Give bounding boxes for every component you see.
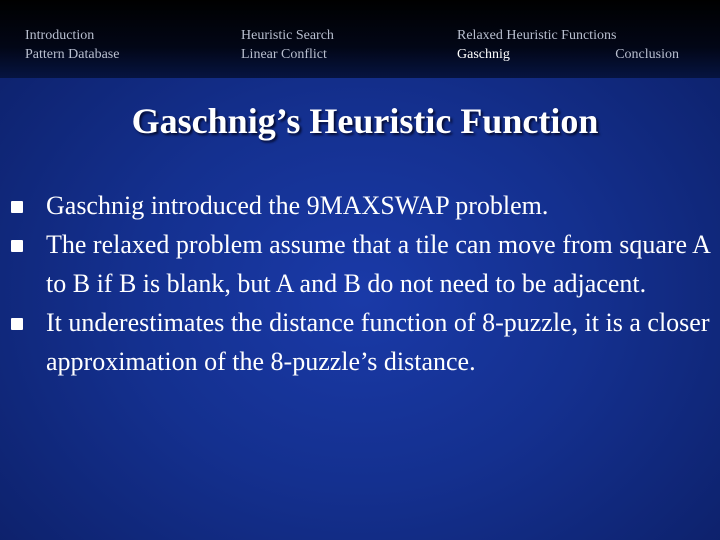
slide-title: Gaschnig’s Heuristic Function	[131, 101, 599, 141]
nav-column-1	[25, 26, 119, 64]
nav-column-3	[457, 26, 679, 64]
nav-link-conclusion[interactable]: Conclusion	[615, 47, 679, 62]
bullet-item-2	[0, 225, 710, 303]
square-bullet-icon	[11, 240, 23, 252]
nav-link-relaxed-heuristic-functions[interactable]: Relaxed Heuristic Functions	[457, 28, 617, 43]
nav-column-2	[241, 26, 334, 64]
bullet-text-2: The relaxed problem assume that a tile can move from square A to B if B is blank, but A and B do not need to be adjacent.	[46, 230, 710, 298]
bullet-item-3	[0, 303, 710, 381]
bullet-item-1	[0, 186, 710, 225]
section-navigation-bar	[0, 0, 720, 78]
nav-link-heuristic-search[interactable]: Heuristic Search	[241, 28, 334, 43]
nav-link-pattern-database[interactable]: Pattern Database	[25, 47, 120, 62]
square-bullet-icon	[11, 201, 23, 213]
square-bullet-icon	[11, 318, 23, 330]
bullet-text-1: Gaschnig introduced the 9MAXSWAP problem.	[46, 191, 549, 220]
bullet-list	[0, 186, 710, 381]
nav-link-introduction[interactable]: Introduction	[25, 28, 95, 43]
nav-row	[457, 45, 679, 64]
nav-link-linear-conflict[interactable]: Linear Conflict	[241, 47, 327, 62]
bullet-text-3: It underestimates the distance function of 8-puzzle, it is a closer approximation of the 8-puzzle’s distance.	[46, 308, 710, 376]
nav-link-gaschnig-current[interactable]: Gaschnig	[457, 47, 510, 62]
